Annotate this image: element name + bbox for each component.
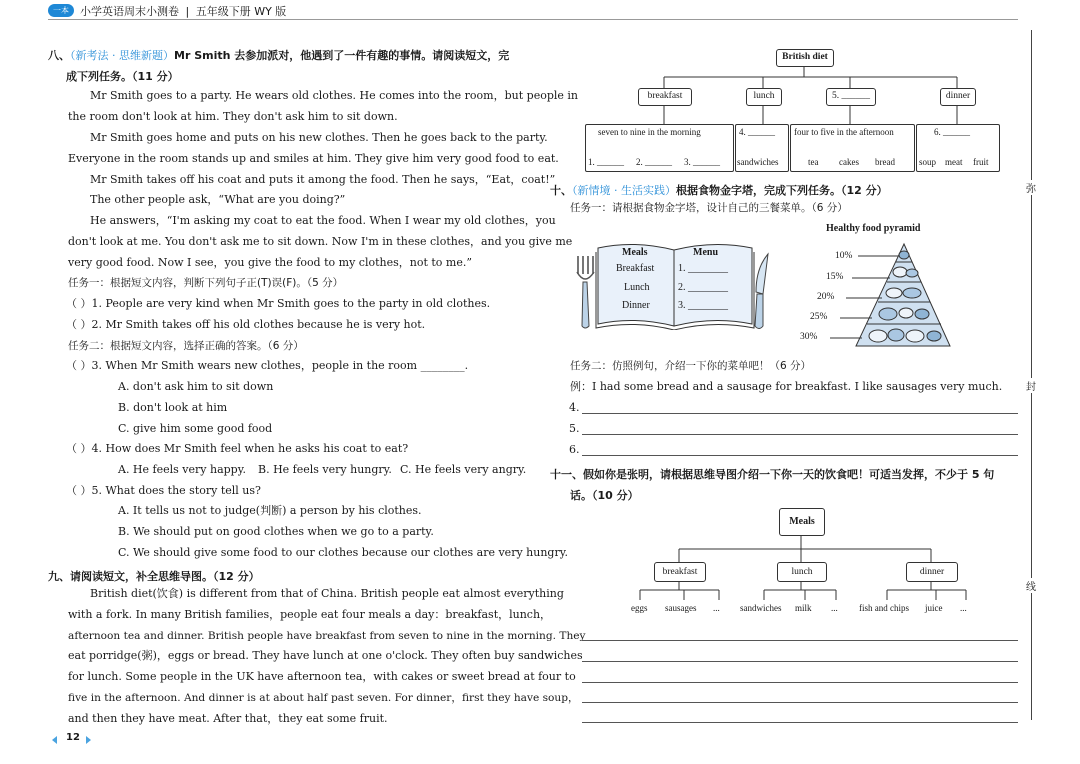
s11-mindmap-lines	[0, 500, 1080, 620]
pyramid-level-2: 15%	[826, 272, 844, 282]
s10-example: 例：I had some bread and a sausage for breakfast. I like sausages very much.	[570, 380, 1003, 393]
s9-map-tea-time: four to five in the afternoon	[794, 127, 894, 137]
s9-map-blank-5[interactable]: 5. ______	[826, 88, 876, 106]
menu-lunch: Lunch	[624, 282, 650, 293]
s10-task2: 任务二：仿照例句，介绍一下你的菜单吧！（6 分）	[570, 360, 812, 372]
menu-blank-1[interactable]: 1. ________	[678, 263, 728, 274]
s8-q5-option-c[interactable]: C. We should give some food to our clothes because our clothes are very hungry.	[118, 546, 568, 559]
s11-map-breakfast: breakfast	[654, 562, 706, 582]
page-number: 12	[66, 732, 80, 743]
s8-q5-option-b[interactable]: B. We should put on good clothes when we go to a party.	[118, 525, 434, 538]
s8-q3-option-c[interactable]: C. give him some good food	[118, 422, 273, 435]
menu-meals-header: Meals	[622, 247, 648, 258]
pyramid-title: Healthy food pyramid	[826, 223, 921, 234]
pyramid-level-4: 25%	[810, 312, 828, 322]
s11-map-root: Meals	[779, 508, 825, 536]
s10-tag: （新情境 · 生活实践）	[572, 184, 676, 197]
header-series: 小学英语周末小测卷	[80, 5, 179, 18]
s9-line-3: afternoon tea and dinner. British people have breakfast from seven to nine in the morning. They	[68, 630, 586, 642]
s10-answer-5-label: 5.	[569, 422, 580, 435]
menu-breakfast: Breakfast	[616, 263, 655, 274]
s11-map-lunch-item-1: sandwiches	[740, 603, 782, 613]
s9-map-lunch: lunch	[746, 88, 782, 106]
s11-heading-line1: 十一、假如你是张明，请根据思维导图介绍一下你一天的饮食吧！可适当发挥，不少于 5 句	[550, 468, 995, 481]
menu-dinner: Dinner	[622, 300, 650, 311]
s9-line-1: British diet(饮食) is different from that of China. British people eat almost everything	[90, 587, 564, 600]
pyramid-level-1: 10%	[835, 251, 853, 261]
s11-map-dinner-item-3: ...	[960, 603, 967, 613]
header-grade: 五年级下册 WY 版	[195, 5, 287, 18]
s9-map-root: British diet	[776, 49, 834, 67]
s11-writing-line-5[interactable]	[582, 722, 1018, 723]
s9-line-2: with a fork. In many British families，people eat four meals a day：breakfast，lunch，	[68, 608, 552, 621]
s9-heading: 九、请阅读短文，补全思维导图。（12 分）	[48, 570, 260, 583]
margin-char-2: 封	[1026, 378, 1036, 393]
s9-map-breakfast: breakfast	[638, 88, 692, 106]
s11-map-breakfast-item-2: sausages	[665, 603, 697, 613]
s11-map-dinner-item-2: juice	[925, 603, 943, 613]
s9-map-dinner-item-3: fruit	[973, 157, 989, 167]
s11-map-breakfast-item-3: ...	[713, 603, 720, 613]
s8-line-8: don't look at me. You don't ask me to sit down. Now I'm in these clothes，and you give me	[68, 235, 573, 248]
s8-q5[interactable]: （ ）5. What does the story tell us?	[66, 484, 261, 497]
s9-map-dinner-item-1: soup	[919, 157, 937, 167]
s10-answer-6-label: 6.	[569, 443, 580, 456]
s11-heading-line2: 话。（10 分）	[570, 489, 639, 502]
s8-heading-line1: 八、（新考法 · 思维新题）Mr Smith 去参加派对，他遇到了一件有趣的事情。请阅读短文，完	[48, 49, 510, 62]
s11-writing-line-2[interactable]	[582, 661, 1018, 662]
s11-map-lunch-item-3: ...	[831, 603, 838, 613]
s9-map-dinner-item-2: meat	[945, 157, 963, 167]
menu-book-icon	[594, 238, 758, 330]
s8-q3[interactable]: （ ）3. When Mr Smith wears new clothes，people in the room ________.	[66, 359, 469, 372]
s10-answer-4-label: 4.	[569, 401, 580, 414]
s8-heading-line2: 成下列任务。（11 分）	[66, 70, 179, 83]
s8-line-6: The other people ask，“What are you doing?”	[90, 193, 346, 206]
s11-writing-line-3[interactable]	[582, 682, 1018, 683]
s10-heading: 十、（新情境 · 生活实践）根据食物金字塔，完成下列任务。（12 分）	[550, 184, 888, 197]
margin-char-1: 弥	[1026, 180, 1036, 195]
s8-q5-option-a[interactable]: A. It tells us not to judge(判断) a person by his clothes.	[118, 504, 422, 517]
s8-q3-option-a[interactable]: A. don't ask him to sit down	[118, 380, 274, 393]
s8-line-1: Mr Smith goes to a party. He wears old clothes. He comes into the room，but people in	[90, 89, 578, 102]
s9-line-6: five in the afternoon. And dinner is at about half past seven. For dinner，first they have soup，	[68, 692, 579, 704]
s9-map-blank-2[interactable]: 2. ______	[636, 157, 672, 167]
s8-q2[interactable]: （ ）2. Mr Smith takes off his old clothes because he is very hot.	[66, 318, 426, 331]
s8-task1: 任务一：根据短文内容，判断下列句子正(T)误(F)。（5 分）	[68, 277, 344, 289]
s9-map-breakfast-time: seven to nine in the morning	[598, 127, 701, 137]
s11-map-lunch-item-2: milk	[795, 603, 812, 613]
s8-q4-option-c[interactable]: C. He feels very angry.	[400, 463, 527, 476]
s8-line-2: the room don't look at him. They don't ask him to sit down.	[68, 110, 398, 123]
s11-map-lunch: lunch	[777, 562, 827, 582]
s9-map-blank-3[interactable]: 3. ______	[684, 157, 720, 167]
s9-map-tea-item-3: bread	[875, 157, 895, 167]
menu-blank-3[interactable]: 3. ________	[678, 300, 728, 311]
pyramid-level-5: 30%	[800, 332, 818, 342]
menu-blank-2[interactable]: 2. ________	[678, 282, 728, 293]
s9-map-tea-item-1: tea	[808, 157, 819, 167]
s8-q4-option-a[interactable]: A. He feels very happy.	[118, 463, 246, 476]
s8-q4[interactable]: （ ）4. How does Mr Smith feel when he asks his coat to eat?	[66, 442, 409, 455]
s8-task2: 任务二：根据短文内容，选择正确的答案。（6 分）	[68, 340, 304, 352]
s11-map-breakfast-item-1: eggs	[631, 603, 648, 613]
s11-map-dinner: dinner	[906, 562, 958, 582]
s11-writing-line-4[interactable]	[582, 702, 1018, 703]
s8-q1[interactable]: （ ）1. People are very kind when Mr Smith goes to the party in old clothes.	[66, 297, 491, 310]
s8-line-9: very good food. Now I see，you give the food to my clothes，not to me.”	[68, 256, 472, 269]
pyramid-level-3: 20%	[817, 292, 835, 302]
s9-map-tea-item-2: cakes	[839, 157, 859, 167]
header-badge: 一本	[48, 4, 74, 17]
s8-line-7: He answers，“I'm asking my coat to eat the food. When I wear my old clothes，you	[90, 214, 556, 227]
s8-line-3: Mr Smith goes home and puts on his new clothes. Then he goes back to the party.	[90, 131, 548, 144]
s9-map-blank-6[interactable]: 6. ______	[934, 127, 970, 137]
s9-map-blank-1[interactable]: 1. ______	[588, 157, 624, 167]
s9-line-7: and then they have meat. After that，they eat some fruit.	[68, 712, 388, 725]
s9-map-dinner: dinner	[940, 88, 976, 106]
s9-map-blank-4[interactable]: 4. ______	[739, 127, 775, 137]
footer-prev-icon	[52, 736, 57, 744]
s9-map-lunch-food: sandwiches	[737, 157, 779, 167]
s8-q4-option-b[interactable]: B. He feels very hungry.	[258, 463, 392, 476]
s8-line-5: Mr Smith takes off his coat and puts it among the food. Then he says，“Eat，coat!”	[90, 173, 556, 186]
s10-answer-4-line[interactable]	[582, 413, 1018, 414]
s11-writing-line-1[interactable]	[582, 640, 1018, 641]
knife-icon	[748, 252, 774, 332]
s10-answer-5-line[interactable]	[582, 434, 1018, 435]
s10-answer-6-line[interactable]	[582, 455, 1018, 456]
menu-menu-header: Menu	[693, 247, 718, 258]
margin-char-3: 线	[1026, 578, 1036, 593]
header-separator: |	[185, 5, 190, 18]
s8-line-4: Everyone in the room stands up and smiles at him. They give him very good food to eat.	[68, 152, 559, 165]
s8-tag: （新考法 · 思维新题）	[70, 49, 174, 62]
s11-map-dinner-item-1: fish and chips	[859, 603, 909, 613]
s10-task1: 任务一：请根据食物金字塔，设计自己的三餐菜单。（6 分）	[570, 202, 848, 214]
s8-q3-option-b[interactable]: B. don't look at him	[118, 401, 228, 414]
s9-line-5: for lunch. Some people in the UK have afternoon tea，with cakes or sweet bread at four to	[68, 670, 576, 683]
s9-line-4: eat porridge(粥)，eggs or bread. They have lunch at one o'clock. They often buy sandwiches	[68, 649, 583, 662]
footer-next-icon	[86, 736, 91, 744]
